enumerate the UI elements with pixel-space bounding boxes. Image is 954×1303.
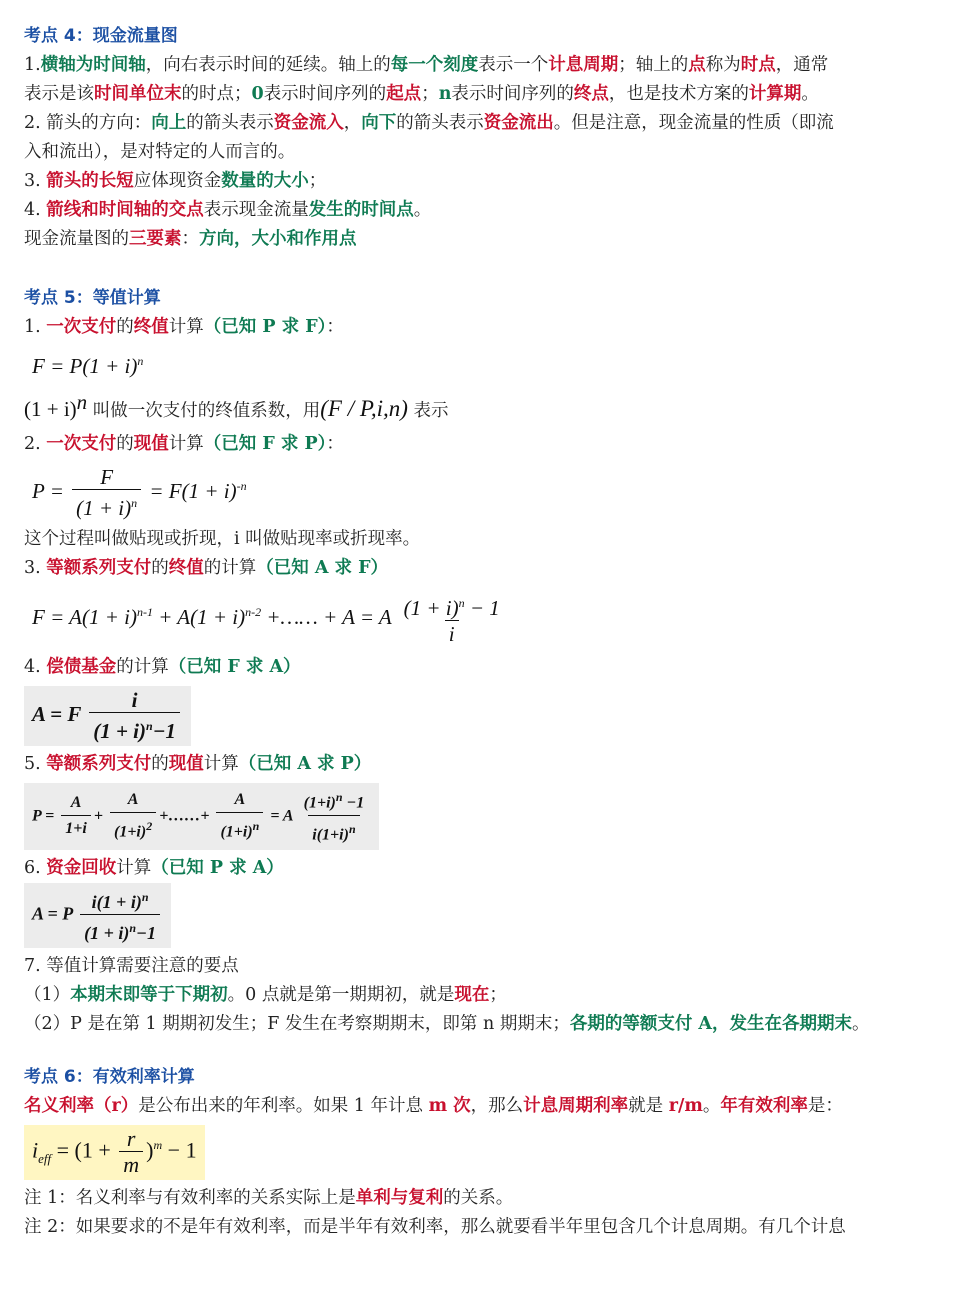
formula-effective-rate: $i_{eff} = (1$ + $\frac{r}{m}$ )$^m$ − 1	[24, 1125, 205, 1180]
s5-item-7: 7. 等值计算需要注意的要点	[24, 956, 239, 977]
fraction: $\frac{F}{(1 + i)^n}$	[72, 465, 141, 521]
s5-item-5: 5. 等额系列支付的现值计算（已知 A 求 P）	[24, 753, 372, 774]
formula-present-value-single: P = $\frac{F}{(1 + i)^n}$ = $F(1 + i)^{-n}$	[32, 464, 247, 520]
s5-item-1: 1. 一次支付的终值计算（已知 P 求 F）：	[24, 317, 344, 337]
fraction: $\frac{A}{(1+i)^2}$	[110, 788, 156, 845]
s4-line-7: 现金流量图的三要素：方向，大小和作用点	[24, 229, 357, 249]
s5-point-2: （2）P 是在第 1 期期初发生；F 发生在考察期期末，即第 n 期期末；各期的等额支付 A，发生在各期期末。	[24, 1014, 870, 1035]
formula-annuity-present-value: P = $\frac{A}{1+i}$ + $\frac{A}{(1+i)^2}$ +……+ $\frac{A}{(1+i)^n}$ = A $\frac{(1+i)^n -1}{i(1+i)^n}$	[24, 783, 379, 851]
formula-capital-recovery: A = P $\frac{i(1 + i)^n}{(1 + i)^n-1}$	[24, 883, 171, 948]
s6-note-2: 注 2：如果要求的不是年有效利率，而是半年有效利率，那么就要看半年里包含几个计息周期。有几个计息	[24, 1217, 846, 1238]
section-6-title: 考点 6：有效利率计算	[24, 1067, 195, 1088]
fraction: $\frac{(1 + i)^n - 1}{i}$	[403, 595, 500, 646]
spacer	[24, 254, 932, 284]
formula-annuity-future-value: $F = A(1 + i)^{n-1} + A(1 + i)^{n-2}$ +…… + A = A $\frac{(1 + i)^n - 1}{i}$	[24, 583, 932, 653]
formula-future-value-single: $F = P(1 + i)^n$	[32, 354, 144, 378]
s5-point-1: （1）本期末即等于下期初。0 点就是第一期期初，就是现在；	[24, 985, 507, 1006]
spacer	[24, 1039, 932, 1063]
s5-item-2: 2. 一次支付的现值计算（已知 F 求 P）：	[24, 433, 344, 454]
fraction: $\frac{i(1 + i)^n}{(1 + i)^n-1}$	[80, 885, 160, 946]
s6-note-1: 注 1：名义利率与有效利率的关系实际上是单利与复利的关系。	[24, 1188, 514, 1209]
s4-line-5: 3. 箭头的长短应体现资金数量的大小；	[24, 171, 327, 191]
s4-line-4: 入和流出），是对特定的人而言的。	[24, 142, 296, 162]
fraction: $\frac{r}{m}$	[119, 1127, 143, 1178]
s4-line-3: 2. 箭头的方向：向上的箭头表示资金流入，向下的箭头表示资金流出。但是注意，现金流量的性质（即流	[24, 113, 834, 133]
s5-item-3: 3. 等额系列支付的终值的计算（已知 A 求 F）	[24, 557, 389, 578]
fraction: $\frac{A}{1+i}$	[61, 791, 91, 842]
section-4-title: 考点 4：现金流量图	[24, 26, 178, 46]
s5-note-2: 这个过程叫做贴现或折现，i 叫做贴现率或折现率。	[24, 528, 421, 549]
s4-line-2: 表示是该时间单位末的时点；0表示时间序列的起点；n表示时间序列的终点，也是技术方案的计算期。	[24, 84, 819, 104]
formula-sinking-fund: A = F $\frac{i}{(1 + i)^n-1}$	[24, 686, 191, 746]
fraction: $\frac{A}{(1+i)^n}$	[216, 788, 263, 845]
fraction: $\frac{i}{(1 + i)^n-1}$	[89, 688, 180, 744]
fraction: $\frac{(1+i)^n -1}{i(1+i)^n}$	[300, 785, 369, 849]
s5-item-4: 4. 偿债基金的计算（已知 F 求 A）	[24, 656, 301, 677]
s4-line-1: 1.横轴为时间轴，向右表示时间的延续。轴上的每一个刻度表示一个计息周期；轴上的点称为时点，通常	[24, 55, 829, 75]
s5-item-6: 6. 资金回收计算（已知 P 求 A）	[24, 858, 284, 879]
formula-1-note: $(1 + i)^n$ 叫做一次支付的终值系数，用(F / P,i,n) 表示	[24, 390, 449, 421]
s6-line-1: 名义利率（r）是公布出来的年利率。如果 1 年计息 m 次，那么计息周期利率就是 r/m。年有效利率是：	[24, 1096, 843, 1117]
s4-line-6: 4. 箭线和时间轴的交点表示现金流量发生的时间点。	[24, 200, 432, 220]
section-5-title: 考点 5：等值计算	[24, 288, 161, 308]
